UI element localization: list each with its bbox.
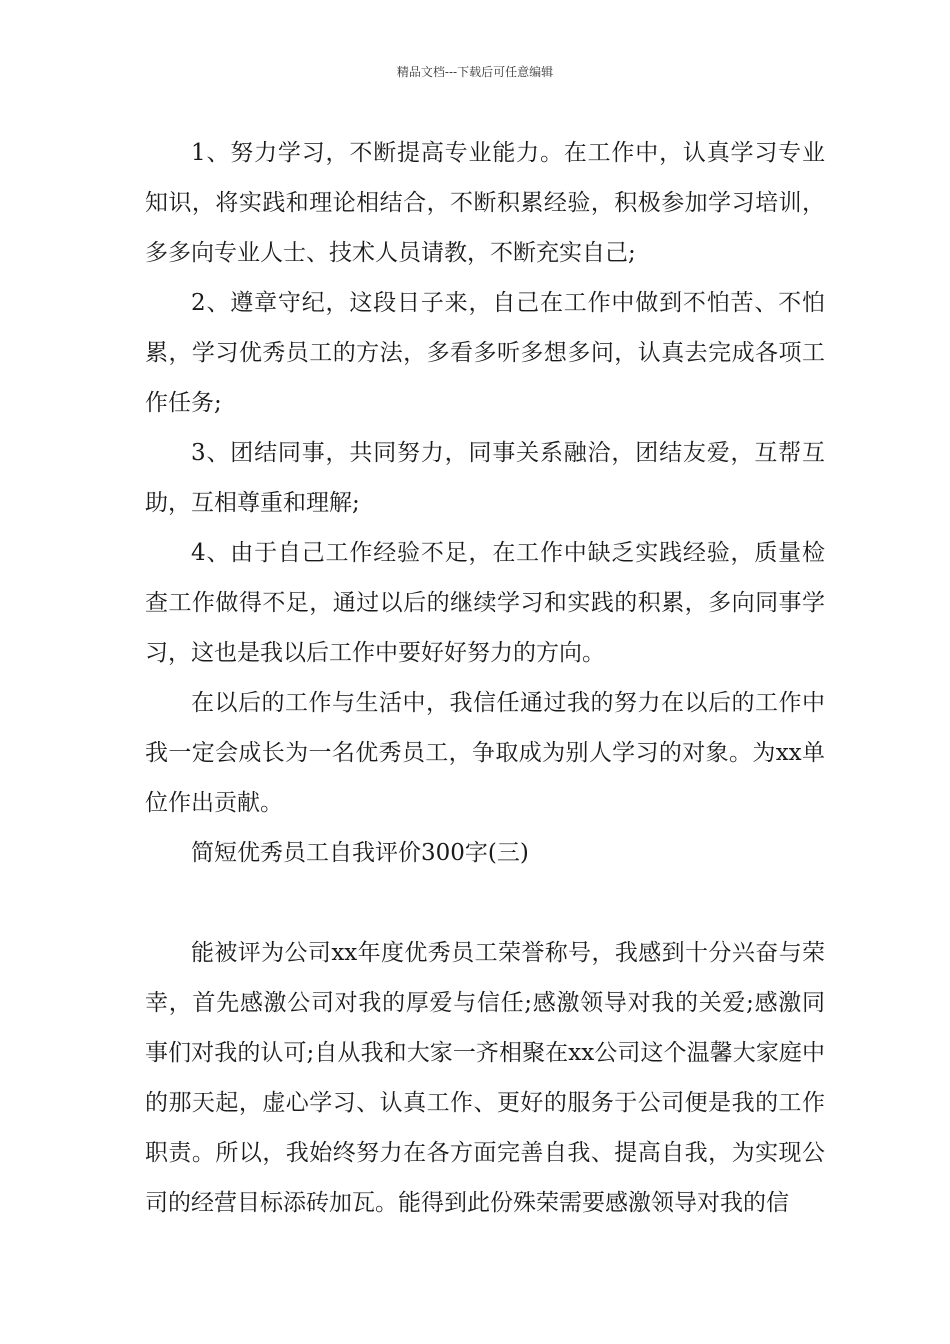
section-title: 简短优秀员工自我评价300字(三) xyxy=(191,840,529,866)
document-body xyxy=(145,128,825,1228)
paragraph-3: 3、团结同事，共同努力，同事关系融洽，团结友爱，互帮互助，互相尊重和理解; xyxy=(145,440,825,516)
paragraph-4: 4、由于自己工作经验不足，在工作中缺乏实践经验，质量检查工作做得不足，通过以后的继续学习和实践的积累，多向同事学习，这也是我以后工作中要好好努力的方向。 xyxy=(145,540,825,666)
paragraph-5: 在以后的工作与生活中，我信任通过我的努力在以后的工作中我一定会成长为一名优秀员工，争取成为别人学习的对象。为xx单位作出贡献。 xyxy=(145,690,825,816)
paragraph-1: 1、努力学习，不断提高专业能力。在工作中，认真学习专业知识，将实践和理论相结合，不断积累经验，积极参加学习培训，多多向专业人士、技术人员请教，不断充实自己; xyxy=(145,140,825,266)
blank-line xyxy=(145,878,825,928)
section-paragraph: 能被评为公司xx年度优秀员工荣誉称号，我感到十分兴奋与荣幸，首先感激公司对我的厚爱与信任;感激领导对我的关爱;感激同事们对我的认可;自从我和大家一齐相聚在xx公司这个温馨大家庭中的那天起，虚心学习、认真工作、更好的服务于公司便是我的工作职责。所以，我始终努力在各方面完善自我、提高自我，为实现公司的经营目标添砖加瓦。能得到此份殊荣需要感激领导对我的信 xyxy=(145,940,825,1216)
page-header: 精品文档---下载后可任意编辑 xyxy=(396,65,554,79)
paragraph-2: 2、遵章守纪，这段日子来，自己在工作中做到不怕苦、不怕累，学习优秀员工的方法，多看多听多想多问，认真去完成各项工作任务; xyxy=(145,290,825,416)
